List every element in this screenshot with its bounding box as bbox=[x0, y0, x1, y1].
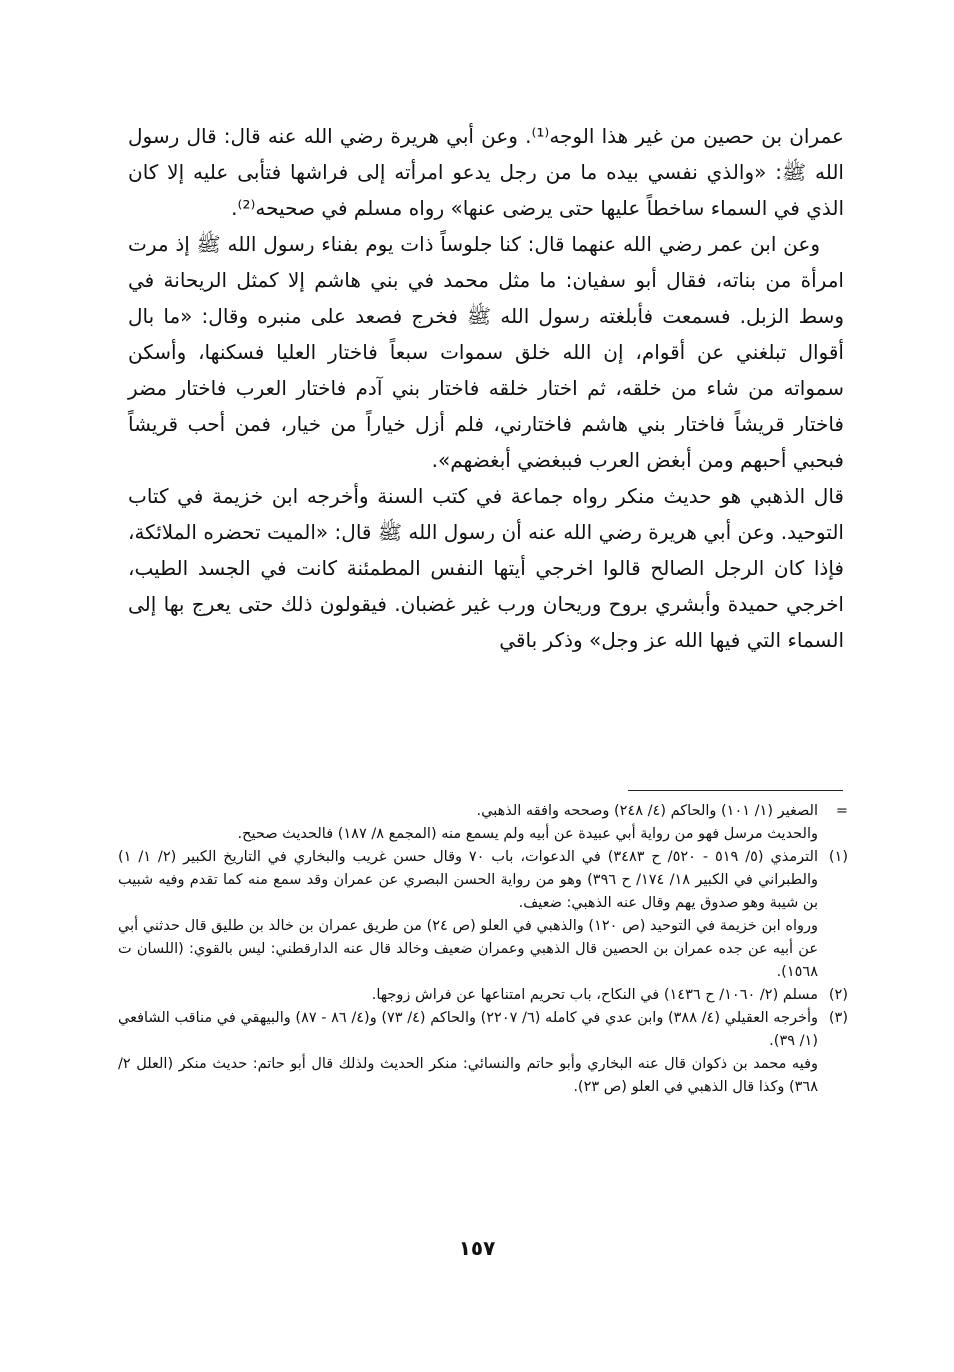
paragraph: وعن ابن عمر رضي الله عنهما قال: كنا جلوساً ذات يوم بفناء رسول الله ﷺ إذ مرت امرأة من بناته، فقال أبو سفيان: ما مثل محمد في بني هاشم إلا كمثل الريحانة في وسط الزبل. فسمعت فأبلغته رسول الله ﷺ فخرج فصعد على منبره وقال: «ما بال أقوال تبلغني عن أقوام، إن الله خلق سموات سبعاً فاختار العليا فسكنها، وأسكن سمواته من شاء من خلقه، ثم اختار خلقه فاختار بني آدم فاختار العرب فاختار مضر فاختار قريشاً فاختار بني هاشم فاختارني، فلم أزل خياراً من خيار، فمن أحب قريشاً فبحبي أحبهم ومن أبغض العرب فببغضي أبغضهم». bbox=[128, 232, 844, 472]
footnote-marker: (٢) bbox=[828, 987, 848, 1003]
footnote-continuation bbox=[118, 915, 848, 984]
footnote-text: والحديث مرسل فهو من رواية أبي عبيدة عن أبيه ولم يسمع منه (المجمع ٨/ ١٨٧) فالحديث صحيح. bbox=[237, 826, 818, 842]
footnote-text: وفيه محمد بن ذكوان قال عنه البخاري وأبو حاتم والنسائي: منكر الحديث ولذلك قال أبو حاتم: حديث منكر (العلل ٢/ ٣٦٨) وكذا قال الذهبي في العلو (ص ٢٣). bbox=[118, 1056, 818, 1095]
footnote-text: ورواه ابن خزيمة في التوحيد (ص ١٢٠) والذهبي في العلو (ص ٢٤) من طريق عمران بن خالد بن طليق قال حدثني أبي عن أبيه عن جده عمران بن الحصين قال الذهبي وعمران ضعيف وخالد قال عنه الدارقطني: ليس بالقوي: (اللسان ت ١٥٦٨). bbox=[118, 918, 818, 980]
footnote-separator bbox=[628, 790, 843, 791]
paragraph: عمران بن حصين من غير هذا الوجه⁽¹⁾. وعن أبي هريرة رضي الله عنه قال: قال رسول الله ﷺ: «والذي نفسي بيده ما من رجل يدعو امرأته إلى فراشها فتأبى عليه إلا كان الذي في السماء ساخطاً عليها حتى يرضى عنها» رواه مسلم في صحيحه⁽²⁾. bbox=[128, 124, 844, 220]
main-text-block bbox=[128, 118, 844, 658]
footnote-continued bbox=[118, 800, 848, 823]
footnote-text: وأخرجه العقيلي (٤/ ٣٨٨) وابن عدي في كامله (٦/ ٢٢٠٧) والحاكم (٤/ ٧٣) و(٤/ ٨٦ - ٨٧) والبيهقي في مناقب الشافعي (١/ ٣٩). bbox=[118, 1010, 819, 1049]
footnotes-block bbox=[118, 800, 848, 1099]
footnote-3 bbox=[118, 1007, 848, 1053]
footnote-text: الصغير (١/ ١٠١) والحاكم (٤/ ٢٤٨) وصححه وافقه الذهبي. bbox=[476, 803, 818, 819]
footnote-marker: = bbox=[835, 803, 848, 819]
footnote-continuation bbox=[118, 823, 848, 846]
footnote-marker: (٣) bbox=[828, 1010, 848, 1026]
paragraph: قال الذهبي هو حديث منكر رواه جماعة في كتب السنة وأخرجه ابن خزيمة في كتاب التوحيد. وعن أبي هريرة رضي الله عنه أن رسول الله ﷺ قال: «الميت تحضره الملائكة، فإذا كان الرجل الصالح قالوا اخرجي أيتها النفس المطمئنة كانت في الجسد الطيب، اخرجي حميدة وأبشري بروح وريحان ورب غير غضبان. فيقولون ذلك حتى يعرج بها إلى السماء التي فيها الله عز وجل» وذكر باقي bbox=[128, 484, 844, 652]
page-number: ١٥٧ bbox=[458, 1236, 496, 1260]
footnote-marker: (١) bbox=[828, 849, 848, 865]
footnote-1 bbox=[118, 846, 848, 915]
footnote-continuation bbox=[118, 1053, 848, 1099]
footnote-2 bbox=[118, 984, 848, 1007]
footnote-text: مسلم (٢/ ١٠٦٠/ ح ١٤٣٦) في النكاح، باب تحريم امتناعها عن فراش زوجها. bbox=[371, 987, 818, 1003]
footnote-text: الترمذي (٥/ ٥١٩ - ٥٢٠/ ح ٣٤٨٣) في الدعوات، باب ٧٠ وقال حسن غريب والبخاري في التاريخ الكبير (٢/ ١/ ١) والطبراني في الكبير ١٨/ ١٧٤/ ح ٣٩٦) وهو من رواية الحسن البصري عن عمران وقد سمع منه كما تقدم وفيه شبيب بن شيبة وهو صدوق يهم وقال عنه الذهبي: ضعيف. bbox=[118, 849, 819, 911]
